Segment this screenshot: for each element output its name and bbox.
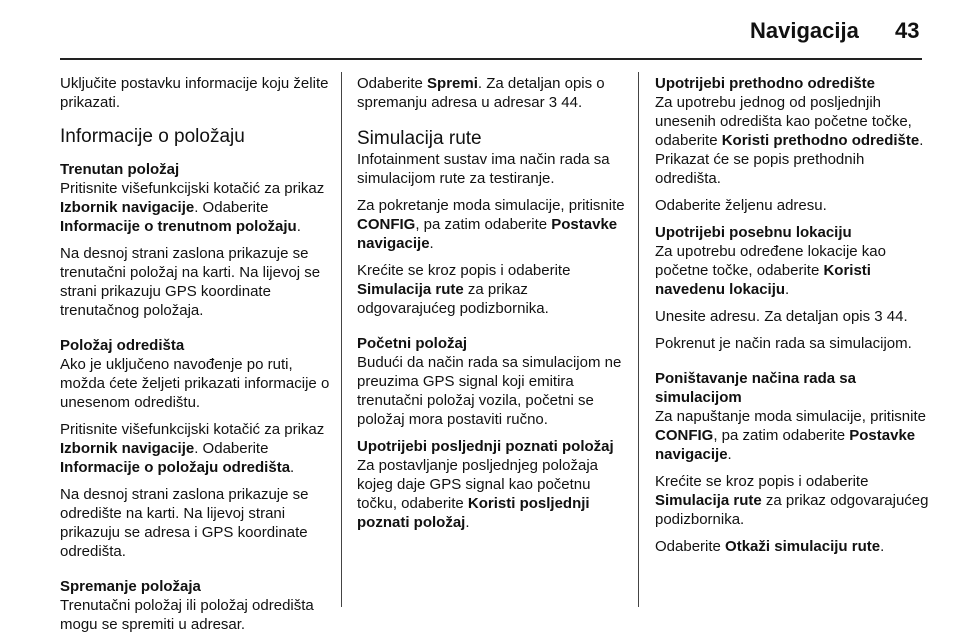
- paragraph: Za pokretanje moda simulacije, pritisnite CONFIG, pa zatim odaberite Postavke navigacije.: [357, 197, 625, 252]
- paragraph: Na desnoj strani zaslona prikazuje se trenutačni položaj na karti. Na lijevoj se strani prikazuju GPS koordinate trenutačnog položaja.: [60, 245, 321, 319]
- section-heading: Simulacija rute: [357, 128, 482, 149]
- header-divider: [60, 58, 922, 60]
- reference-arrow-icon: 3: [874, 308, 883, 325]
- column-3: [655, 74, 930, 564]
- paragraph: Za upotrebu jednog od posljednjih unesenih odredišta kao početne točke, odaberite Koristi prethodno odredište. Prikazat će se popis prethodnih odredišta.: [655, 94, 924, 187]
- page-number: 43: [895, 18, 920, 43]
- paragraph: Krećite se kroz popis i odaberite Simulacija rute za prikaz odgovarajućeg podizbornika.: [357, 262, 571, 317]
- column-2: [357, 74, 629, 540]
- paragraph: Za postavljanje posljednjeg položaja kojeg daje GPS signal kao početnu točku, odaberite Koristi posljednji poznati položaj.: [357, 457, 598, 531]
- page-title: Navigacija: [750, 18, 859, 43]
- paragraph: Pritisnite višefunkcijski kotačić za prikaz Izbornik navigacije. Odaberite Informacije o položaju odredišta.: [60, 421, 325, 476]
- paragraph: Odaberite Otkaži simulaciju rute.: [655, 538, 885, 555]
- paragraph: Krećite se kroz popis i odaberite Simulacija rute za prikaz odgovarajućeg podizbornika.: [655, 473, 929, 528]
- reference-arrow-icon: 3: [548, 94, 558, 111]
- paragraph: Za napuštanje moda simulacije, pritisnite CONFIG, pa zatim odaberite Postavke navigacije.: [655, 408, 926, 463]
- subsection-title: Trenutan položaj: [60, 161, 180, 178]
- section-heading: Informacije o položaju: [60, 126, 245, 147]
- subsection-title: Početni položaj: [357, 335, 468, 352]
- paragraph: Trenutačni položaj ili položaj odredišta mogu se spremiti u adresar.: [60, 597, 314, 633]
- intro-paragraph: Uključite postavku informacije koju želite prikazati.: [60, 75, 329, 111]
- subsection-title: Upotrijebi posebnu lokaciju: [655, 224, 852, 241]
- column-divider: [638, 72, 639, 607]
- paragraph: Za upotrebu određene lokacije kao početne točke, odaberite Koristi navedenu lokaciju.: [655, 243, 886, 298]
- paragraph: Ako je uključeno navođenje po ruti, možda ćete željeti prikazati informacije o unesenom odredištu.: [60, 356, 330, 411]
- paragraph: Odaberite Spremi. Za detaljan opis o spremanju adresa u adresar 3 44.: [357, 75, 605, 111]
- subsection-title: Spremanje položaja: [60, 578, 201, 595]
- column-divider: [341, 72, 342, 607]
- subsection-title: Poništavanje načina rada sa simulacijom: [655, 370, 856, 406]
- paragraph: Na desnoj strani zaslona prikazuje se odredište na karti. Na lijevoj strani prikazuju se adresa i GPS koordinate odredišta.: [60, 486, 309, 560]
- paragraph: Unesite adresu. Za detaljan opis 3 44.: [655, 308, 908, 325]
- paragraph: Pritisnite višefunkcijski kotačić za prikaz Izbornik navigacije. Odaberite Informacije o trenutnom položaju.: [60, 180, 325, 235]
- column-1: [60, 74, 330, 642]
- paragraph: Odaberite željenu adresu.: [655, 197, 827, 214]
- subsection-title: Upotrijebi prethodno odredište: [655, 75, 875, 92]
- paragraph: Infotainment sustav ima način rada sa simulacijom rute za testiranje.: [357, 151, 610, 187]
- subsection-title: Upotrijebi posljednji poznati položaj: [357, 438, 614, 455]
- paragraph: Budući da način rada sa simulacijom ne preuzima GPS signal koji emitira trenutačni položaj vozila, početni se položaj mora postaviti ručno.: [357, 354, 622, 428]
- paragraph: Pokrenut je način rada sa simulacijom.: [655, 335, 912, 352]
- subsection-title: Položaj odredišta: [60, 337, 185, 354]
